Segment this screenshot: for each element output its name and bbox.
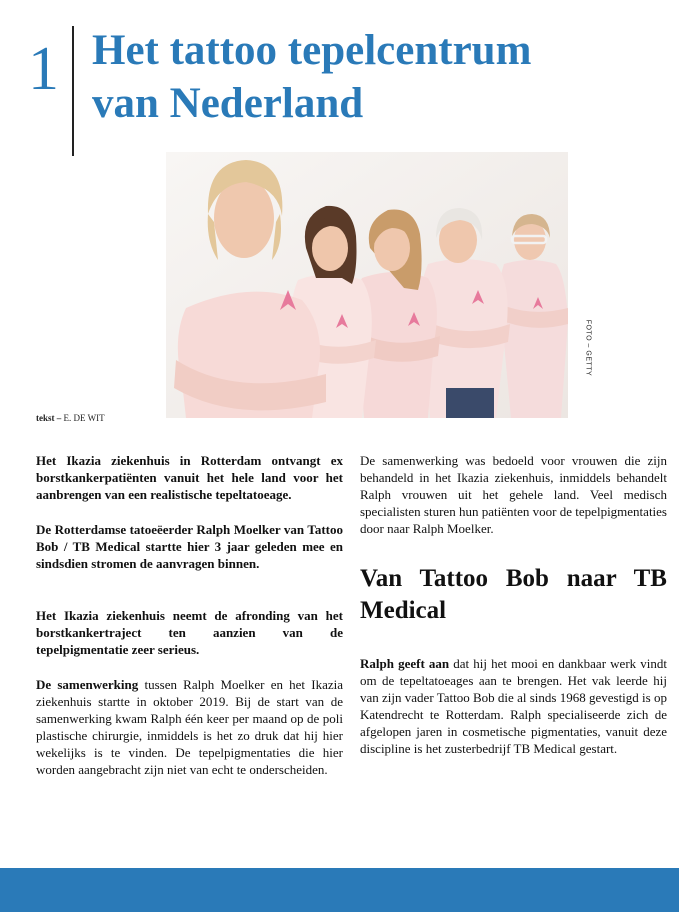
intro-paragraph-3: Het Ikazia ziekenhuis neemt de afronding van het borstkankertraject ten aanzien van de tepelpigmentatie zeer serieus. <box>36 608 343 657</box>
left-column <box>36 452 343 778</box>
right-paragraph-2 <box>360 655 667 757</box>
headline-line-2: van Nederland <box>92 80 364 127</box>
byline <box>36 413 105 423</box>
footer-bar <box>0 868 679 912</box>
article-headline <box>92 24 677 130</box>
intro-paragraph-1: Het Ikazia ziekenhuis in Rotterdam ontvangt ex borstkankerpatiënten vanuit het hele land voor het aanbrengen van een realistische tepeltatoeage. <box>36 453 343 502</box>
page-number: 1 <box>28 35 59 103</box>
body-paragraph <box>36 676 343 778</box>
photo-women-pink-ribbons <box>166 152 568 418</box>
body-text: tussen Ralph Moelker en het Ikazia ziekenhuis startte in oktober 2019. Bij de start van de samenwerking kwam Ralph één keer per maand op de poli plastische chirurgie, inmiddels is het zo druk dat hij hier wekelijks is te vinden. De tepelpigmentaties die hier worden aangebracht zijn niet van echt te onderscheiden. <box>36 677 344 777</box>
article-photo <box>166 152 568 418</box>
header-divider <box>72 26 74 156</box>
right-column <box>360 452 667 757</box>
intro-paragraph-2: De Rotterdamse tatoeëerder Ralph Moelker van Tattoo Bob / TB Medical startte hier 3 jaar geleden mee en sindsdien stromen de aanvragen binnen. <box>36 522 343 571</box>
right-paragraph-2-text: dat hij het mooi en dankbaar werk vindt om de tepeltatoeages aan te brengen. Het vak leerde hij van zijn vader Tattoo Bob die al sinds 1968 gevestigd is op Katendrecht te Rotterdam. Ralph specialiseerde zich de afgelopen jaren in cosmetische pigmentaties, vanuit deze discipline is het zusterbedrijf TB Medical gestart. <box>360 656 667 756</box>
section-subheading: Van Tattoo Bob naar TB Medical <box>360 565 667 624</box>
byline-label: tekst – <box>36 413 62 423</box>
photo-credit: FOTO – GETTY <box>584 319 592 377</box>
right-paragraph-2-lead: Ralph geeft aan <box>360 656 450 671</box>
byline-author: E. DE WIT <box>63 413 105 423</box>
right-paragraph-1: De samenwerking was bedoeld voor vrouwen die zijn behandeld in het Ikazia ziekenhuis, inmiddels behandelt Ralph vrouwen uit het gehele land. Veel medisch specialisten sturen hun patiënten voor de tepelpigmentaties door naar Ralph Moelker. <box>360 453 667 536</box>
headline-line-1: Het tattoo tepelcentrum <box>92 27 532 74</box>
body-lead: De samenwerking <box>36 677 139 692</box>
